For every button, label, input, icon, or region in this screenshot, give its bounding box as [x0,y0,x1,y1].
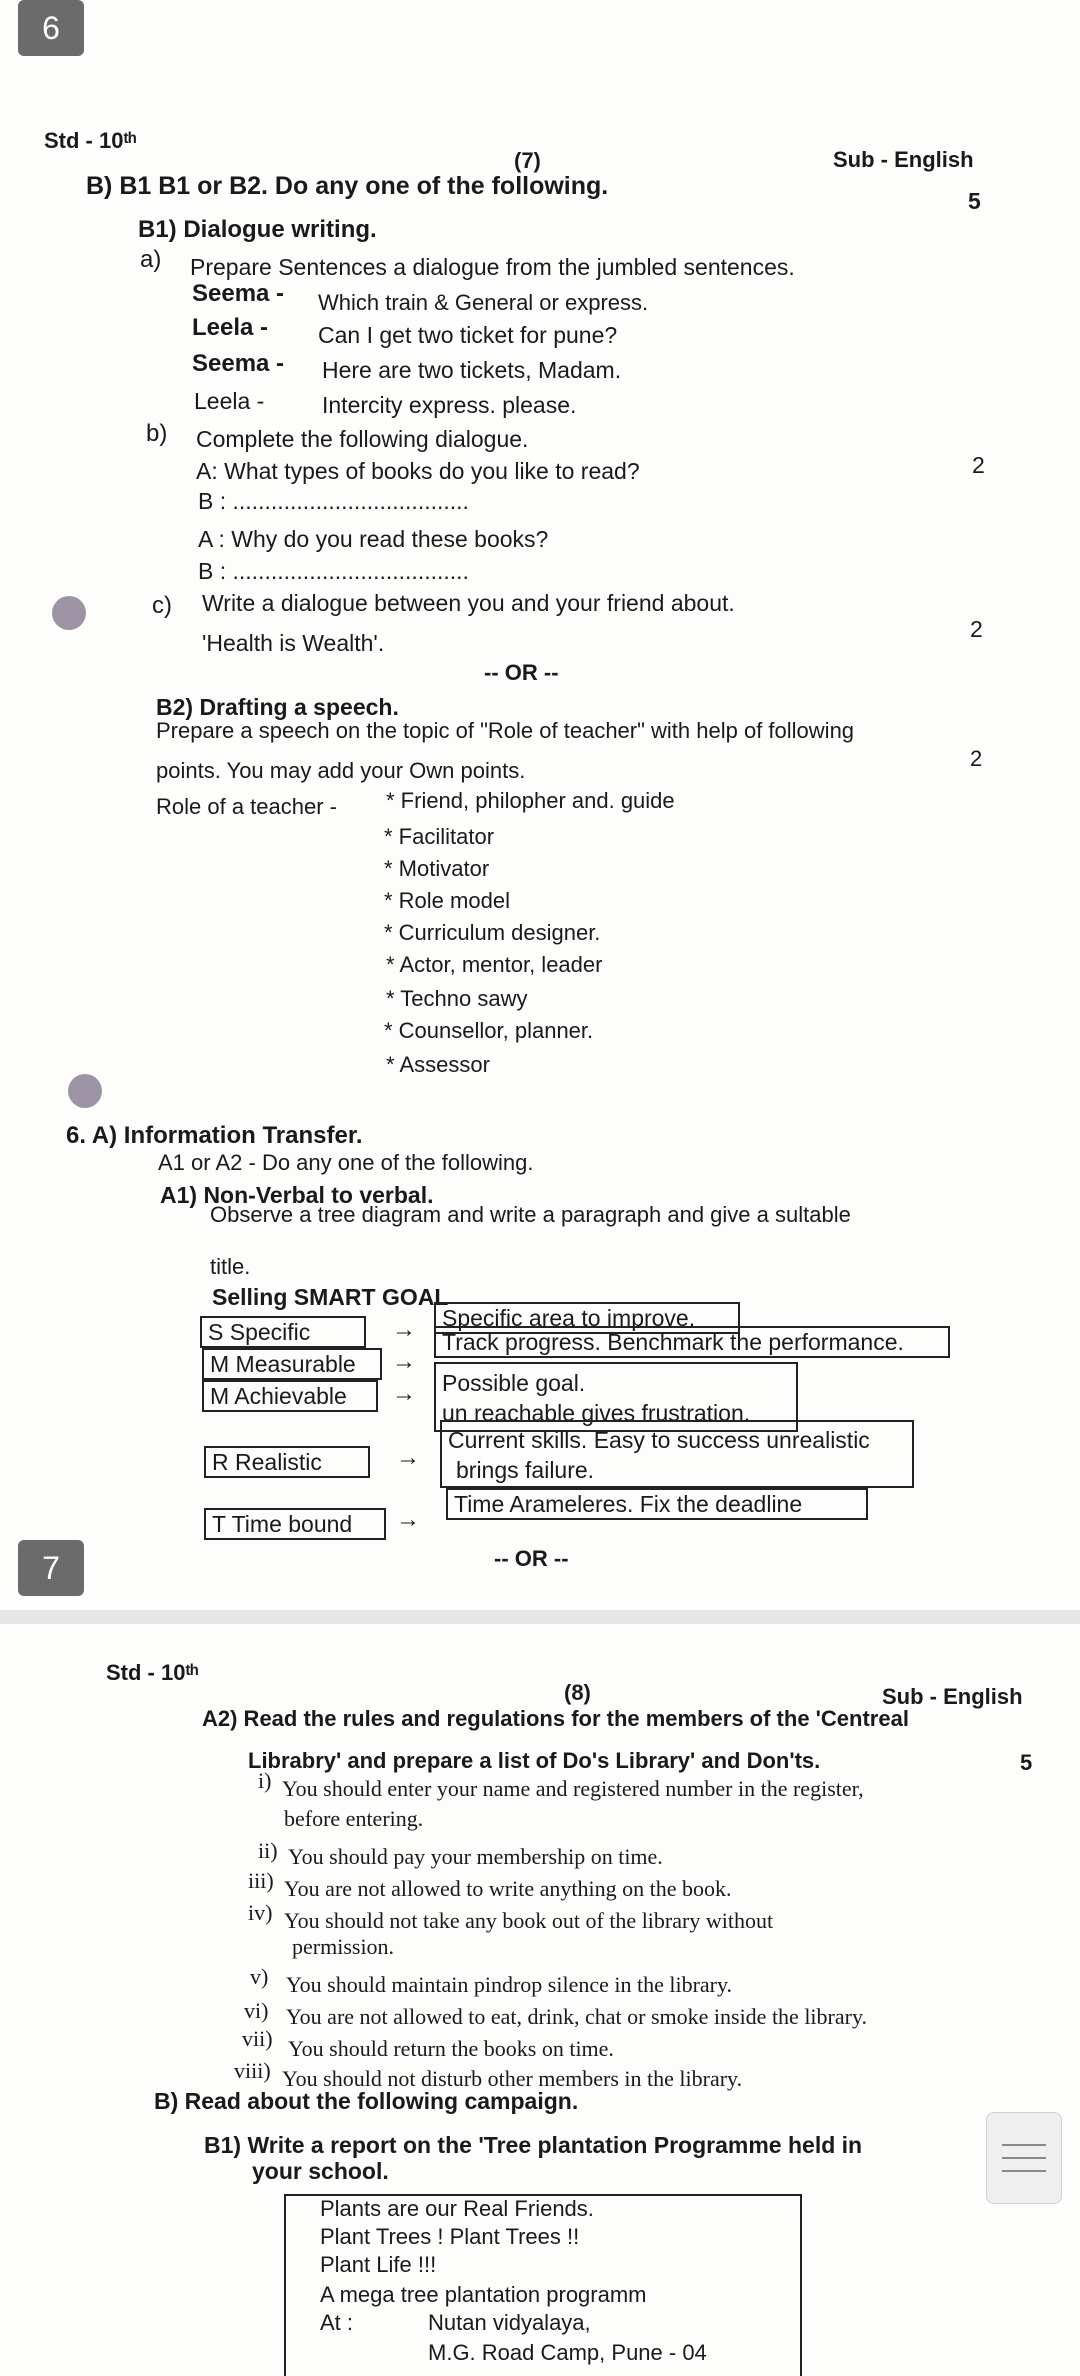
role-item: * Actor, mentor, leader [386,952,603,977]
b2-title: B2) Drafting a speech. [156,694,399,720]
section-b-marks: 5 [968,188,981,214]
item-b-marks: 2 [972,452,985,478]
subject-label: Sub - English [833,147,974,172]
rule-number: i) [258,1768,272,1793]
dialogue-blank-line: B : ..................................... [198,558,469,584]
speaker: Leela - [194,388,265,414]
a1-title: A1) Non-Verbal to verbal. [160,1182,434,1208]
grip-line-icon [1002,2144,1046,2146]
smart-desc-box: Track progress. Benchmark the performance. [434,1326,950,1358]
notice-line: Plant Trees ! Plant Trees !! [320,2224,580,2249]
rule-number: iii) [248,1868,274,1893]
dialogue-blank-line: A : Why do you read these books? [198,526,549,552]
role-item: * Role model [384,888,510,913]
notice-venue: Nutan vidyalaya, [428,2310,591,2335]
item-c-label: c) [152,592,172,619]
smart-key-box: T Time bound [204,1508,386,1540]
q6-title: 6. A) Information Transfer. [66,1122,363,1149]
b2-instruction: Prepare a speech on the topic of "Role of teacher" with help of following [156,718,855,743]
rule-text: You should return the books on time. [288,2036,614,2061]
rule-text: You are not allowed to eat, drink, chat or smoke inside the library. [286,2004,868,2029]
section-b-title: B) Read about the following campaign. [154,2088,579,2114]
speaker: Seema - [192,280,285,307]
item-b-text: Complete the following dialogue. [196,426,529,452]
b1-title: B1) Dialogue writing. [138,216,377,243]
q6-instruction: A1 or A2 - Do any one of the following. [158,1150,534,1175]
rule-number: vi) [244,1998,269,2023]
b2-marks: 2 [970,746,983,771]
a2-title: A2) Read the rules and regulations for the members of the 'Centreal [202,1706,909,1731]
page-number: (7) [514,148,541,173]
dialogue-line: Here are two tickets, Madam. [322,357,622,383]
dialogue-blank-line: B : ..................................... [198,488,469,514]
smart-desc-box: Possible goal. un reachable gives frustration. [434,1362,798,1432]
punch-hole-icon [52,596,86,630]
arrow-icon: → [392,1348,416,1375]
rule-text: You are not allowed to write anything on the book. [284,1876,732,1901]
rule-number: viii) [234,2058,271,2083]
std-label: Std - 10ᵗʰ [106,1660,199,1685]
speaker: Leela - [192,314,269,341]
a2-title-2: Librabry' and prepare a list of Do's Library' and Don'ts. [248,1748,821,1773]
page-number-badge: 7 [18,1540,84,1596]
page-number: (8) [564,1680,591,1705]
b1-title: B1) Write a report on the 'Tree plantation Programme held in [204,2132,863,2158]
role-item: * Facilitator [384,824,495,849]
subject-label: Sub - English [882,1684,1023,1709]
or-divider: -- OR -- [484,660,559,685]
notice-line: A mega tree plantation programm [320,2282,647,2307]
role-item: * Counsellor, planner. [384,1018,594,1043]
notice-address: M.G. Road Camp, Pune - 04 [428,2340,707,2365]
dialogue-blank-line: A: What types of books do you like to read? [196,458,640,484]
smart-desc-box: Current skills. Easy to success unrealistic brings failure. [440,1420,914,1488]
smart-desc-box: Time Arameleres. Fix the deadline [446,1488,868,1520]
smart-key-box: R Realistic [204,1446,370,1478]
campaign-notice-box [284,2194,802,2376]
std-label: Std - 10ᵗʰ [44,128,137,153]
b1-title-2: your school. [252,2158,389,2184]
role-item: * Motivator [384,856,490,881]
role-item: * Techno sawy [386,986,528,1011]
b2-instruction-2: points. You may add your Own points. [156,758,526,783]
rule-text: You should not disturb other members in the library. [282,2066,743,2091]
a2-marks: 5 [1020,1750,1033,1775]
notice-line: Plant Life !!! [320,2252,437,2277]
rule-number: v) [250,1964,269,1989]
arrow-icon: → [392,1316,416,1343]
smart-key-box: M Achievable [202,1380,378,1412]
punch-hole-icon [68,1074,102,1108]
item-c-marks: 2 [970,616,983,642]
dialogue-line: Can I get two ticket for pune? [318,322,618,348]
page-number-badge: 6 [18,0,84,56]
item-b-label: b) [146,420,168,447]
item-c-text-2: 'Health is Wealth'. [202,630,385,656]
arrow-icon: → [396,1506,420,1533]
notice-at-label: At : [320,2310,354,2335]
rule-text: You should maintain pindrop silence in the library. [286,1972,733,1997]
dialogue-line: Which train & General or express. [318,290,649,315]
rule-number: ii) [258,1838,278,1863]
page-separator [0,1610,1080,1624]
grip-line-icon [1002,2170,1046,2172]
rule-text: You should pay your membership on time. [288,1844,663,1869]
a1-instruction-2: title. [210,1254,251,1279]
rule-text: You should enter your name and registered number in the register, [282,1776,864,1801]
rule-number: iv) [248,1900,273,1925]
grip-line-icon [1002,2157,1046,2159]
smart-goal-title: Selling SMART GOAL [212,1284,449,1310]
or-divider: -- OR -- [494,1546,569,1571]
fast-scroll-handle[interactable] [986,2112,1062,2204]
smart-key-box: S Specific [200,1316,366,1348]
rule-text-2: permission. [292,1934,395,1959]
rule-text-2: before entering. [284,1806,424,1831]
rule-number: vii) [242,2026,273,2051]
item-a-label: a) [140,246,162,273]
smart-key-box: M Measurable [202,1348,382,1380]
arrow-icon: → [396,1444,420,1471]
item-a-text: Prepare Sentences a dialogue from the jumbled sentences. [190,254,795,280]
section-b-title: B) B1 B1 or B2. Do any one of the following. [86,172,609,200]
role-item: * Curriculum designer. [384,920,601,945]
smart-desc-box: Specific area to improve. [434,1302,740,1334]
a1-instruction: Observe a tree diagram and write a paragraph and give a sultable [210,1202,851,1227]
rule-text: You should not take any book out of the library without [284,1908,774,1933]
item-c-text: Write a dialogue between you and your friend about. [202,590,735,616]
dialogue-line: Intercity express. please. [322,392,577,418]
speaker: Seema - [192,350,285,377]
notice-line: Plants are our Real Friends. [320,2196,594,2221]
arrow-icon: → [392,1380,416,1407]
role-item: * Friend, philopher and. guide [386,788,675,813]
role-item: * Assessor [386,1052,490,1077]
role-label: Role of a teacher - [156,794,337,819]
